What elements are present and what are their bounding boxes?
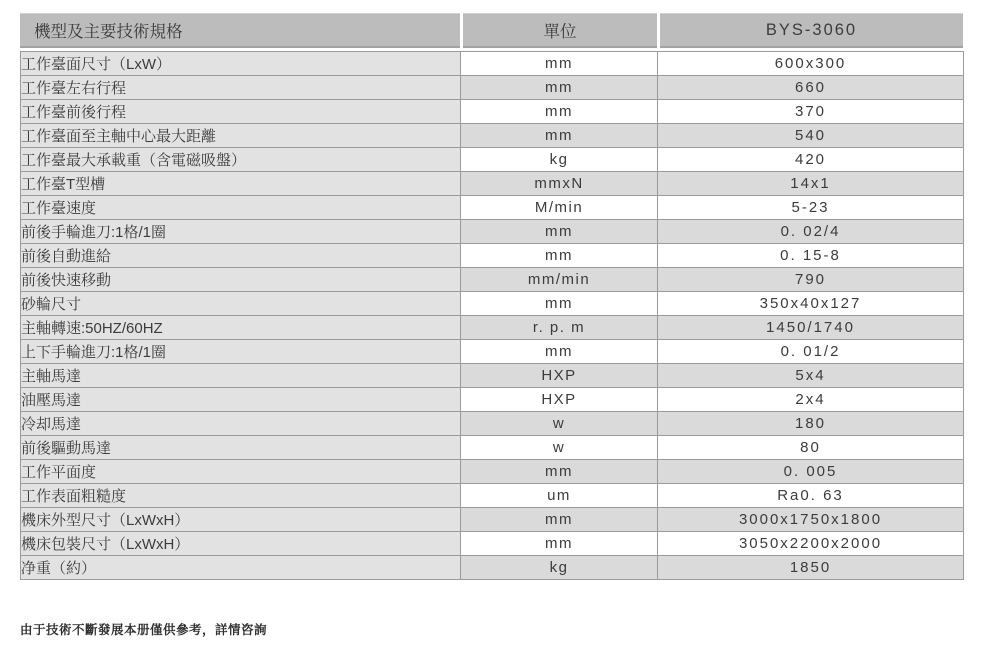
spec-label-cell: 前後快速移動 [21,268,461,292]
spec-row [21,556,964,580]
spec-label-cell: 工作臺最大承載重（含電磁吸盤） [21,148,461,172]
spec-row [21,196,964,220]
spec-table [20,13,963,580]
spec-row [21,220,964,244]
spec-row [21,460,964,484]
unit-cell: mm [461,100,658,124]
unit-cell: mm [461,292,658,316]
table-header-row [20,13,963,48]
unit-cell: r. p. m [461,316,658,340]
spec-label-cell: 上下手輪進刀:1格/1圈 [21,340,461,364]
spec-row [21,52,964,76]
spec-label-cell: 工作臺前後行程 [21,100,461,124]
spec-label-cell: 冷却馬達 [21,412,461,436]
spec-row [21,316,964,340]
value-cell: 790 [658,268,964,292]
value-cell: 0. 005 [658,460,964,484]
value-cell: 350x40x127 [658,292,964,316]
value-cell: 1850 [658,556,964,580]
spec-label-cell: 工作臺T型槽 [21,172,461,196]
spec-row [21,76,964,100]
footer-note: 由于技術不斷發展本册僅供參考，詳情咨詢 [20,623,268,637]
unit-cell: mm [461,460,658,484]
header-model: BYS-3060 [660,13,963,48]
unit-cell: mm [461,532,658,556]
spec-label-cell: 砂輪尺寸 [21,292,461,316]
spec-label-cell: 機床外型尺寸（LxWxH） [21,508,461,532]
value-cell: 80 [658,436,964,460]
unit-cell: HXP [461,388,658,412]
unit-cell: mm [461,508,658,532]
spec-row [21,508,964,532]
spec-row [21,124,964,148]
spec-label-cell: 主軸馬達 [21,364,461,388]
value-cell: 600x300 [658,52,964,76]
spec-label-cell: 機床包裝尺寸（LxWxH） [21,532,461,556]
unit-cell: um [461,484,658,508]
value-cell: 370 [658,100,964,124]
value-cell: 420 [658,148,964,172]
unit-cell: mm [461,124,658,148]
spec-row [21,436,964,460]
spec-label-cell: 主軸轉速:50HZ/60HZ [21,316,461,340]
value-cell: 5x4 [658,364,964,388]
value-cell: 2x4 [658,388,964,412]
header-spec-title: 機型及主要技術規格 [20,13,460,48]
spec-row [21,100,964,124]
unit-cell: kg [461,148,658,172]
spec-label-cell: 工作臺速度 [21,196,461,220]
spec-row [21,268,964,292]
unit-cell: mm [461,76,658,100]
spec-label-cell: 工作臺面尺寸（LxW） [21,52,461,76]
spec-row [21,388,964,412]
unit-cell: mmxN [461,172,658,196]
spec-row [21,244,964,268]
spec-row [21,292,964,316]
unit-cell: mm [461,220,658,244]
spec-row [21,148,964,172]
value-cell: 1450/1740 [658,316,964,340]
unit-cell: mm [461,52,658,76]
spec-label-cell: 工作臺左右行程 [21,76,461,100]
spec-label-cell: 工作平面度 [21,460,461,484]
header-unit-title: 單位 [463,13,657,48]
spec-row [21,532,964,556]
value-cell: 660 [658,76,964,100]
value-cell: 0. 02/4 [658,220,964,244]
spec-label-cell: 油壓馬達 [21,388,461,412]
value-cell: 180 [658,412,964,436]
unit-cell: w [461,412,658,436]
spec-label-cell: 前後驅動馬達 [21,436,461,460]
value-cell: 0. 01/2 [658,340,964,364]
value-cell: 540 [658,124,964,148]
unit-cell: mm [461,340,658,364]
spec-label-cell: 工作臺面至主軸中心最大距離 [21,124,461,148]
unit-cell: M/min [461,196,658,220]
spec-row [21,172,964,196]
value-cell: 0. 15-8 [658,244,964,268]
unit-cell: kg [461,556,658,580]
unit-cell: mm [461,244,658,268]
value-cell: 14x1 [658,172,964,196]
unit-cell: mm/min [461,268,658,292]
value-cell: 5-23 [658,196,964,220]
value-cell: 3000x1750x1800 [658,508,964,532]
spec-grid [20,51,964,580]
spec-label-cell: 前後自動進給 [21,244,461,268]
value-cell: 3050x2200x2000 [658,532,964,556]
unit-cell: w [461,436,658,460]
spec-row [21,412,964,436]
spec-row [21,484,964,508]
spec-label-cell: 前後手輪進刀:1格/1圈 [21,220,461,244]
unit-cell: HXP [461,364,658,388]
value-cell: Ra0. 63 [658,484,964,508]
spec-label-cell: 工作表面粗糙度 [21,484,461,508]
spec-row [21,364,964,388]
spec-row [21,340,964,364]
spec-label-cell: 净重（約） [21,556,461,580]
